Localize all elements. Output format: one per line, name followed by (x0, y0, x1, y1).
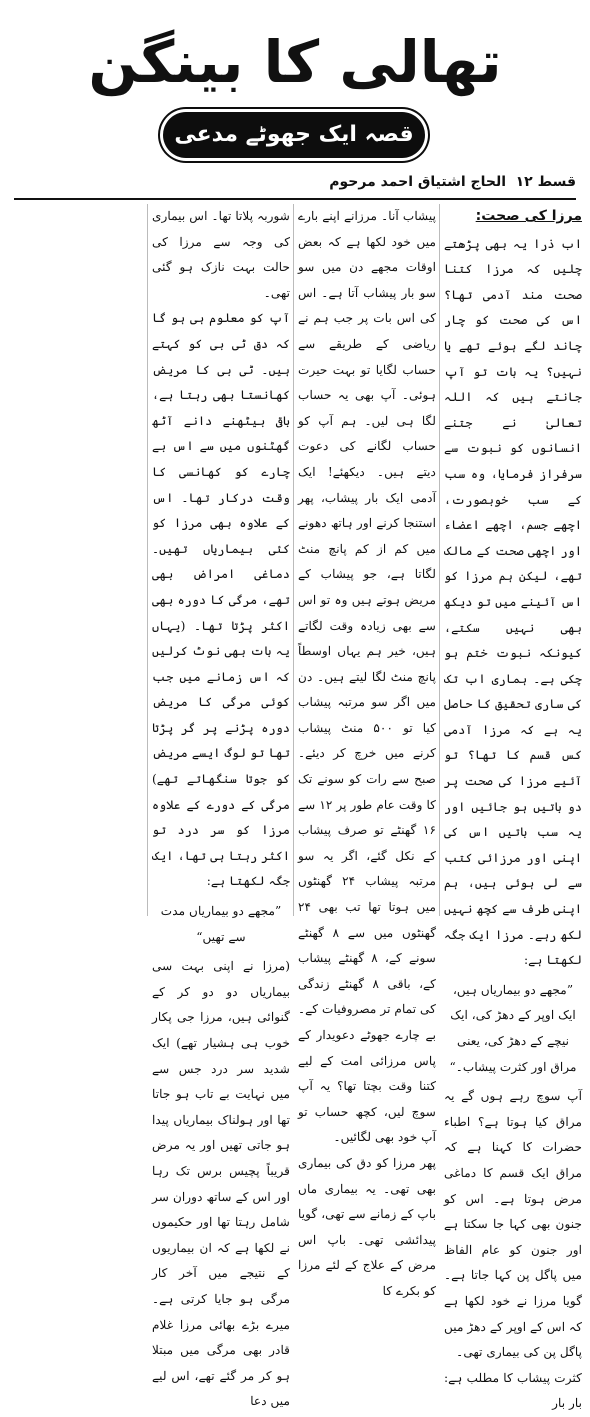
paragraph: (مرزا نے اپنی بہت سی بیماریاں دو دو کر کے گنوائی ہیں، مرزا جی پکار خوب ہی ہشیار تھے) ایک شدید سر درد جس سے میں نہایت بے تاب ہو جاتا تھا اور ہولناک بیماریاں پیدا ہو جاتی تھیں اور یہ مرض قریباً پچیس برس تک رہا اور اس کے ساتھ دوران سر شامل رہتا تھا اور حکیموں نے لکھا ہے کہ ان بیماریوں کے نتیجے میں آخر کار مرگی ہو جایا کرتی ہے۔ میرے بڑے بھائی مرزا غلام قادر بھی مرگی میں مبتلا ہو کر مر گئے تھے، اس لیے میں دعا (152, 959, 290, 1409)
paragraph: آپ سوچ رہے ہوں گے یہ مراق کیا ہوتا ہے؟ اطباء حضرات کا کہنا ہے کہ مراق ایک قسم کا دماغی مرض ہوتا ہے۔ اس کو جنون بھی کہا جا سکتا ہے اور جنون کو عام الفاظ میں پاگل پن کہا جاتا ہے۔ گویا مرزا نے خود لکھا ہے کہ اس کے اوپر کے دھڑ میں پاگل پن کی بیماری تھی۔ (444, 1089, 582, 1360)
paragraph: پھر مرزا کو دق کی بیماری بھی تھی۔ یہ بیماری ماں باپ کے زمانے سے تھی، گویا پیدائشی تھی۔ باپ اس مرض کے علاج کے لئے مرزا کو بکرے کا (298, 1155, 436, 1298)
quotation: ”مجھے دو بیماریاں مدت سے تھیں“ (160, 904, 282, 944)
episode-number: قسط ۱۲ (515, 174, 576, 190)
article-title: تھالی کا بینگن (88, 28, 502, 96)
column-divider (439, 204, 440, 916)
column-3 (152, 204, 290, 1409)
paragraph: آپ کو معلوم ہی ہو گا کہ دق ٹی بی کو کہتے ہیں۔ ٹی بی کا مریض کھانستا بھی رہتا ہے، باقی بیٹھنے دانے آٹھ گھٹنوں میں سے اس بے چارے کو کھانسی کا وقت درکار تھا۔ اس کے علاوہ بھی مرزا کو کئی بیماریاں تھیں۔ دماغی امراض بھی تھے، مرگی کا دورہ بھی اکثر پڑتا تھا۔ (یہاں یہ بات بھی نوٹ کرلیں کہ اس زمانے میں جب کوئی مرگی کا مریض دورہ پڑنے پر گر پڑتا تھا تو لوگ ایسے مریض کو جوتا سنگھاتے تھے) مرگی کے دورے کے علاوہ مرزا کو سر درد تو اکثر رہتا ہی تھا، ایک جگہ لکھتا ہے: (152, 311, 290, 889)
byline (14, 172, 576, 200)
paragraph: کثرت پیشاب کا مطلب ہے: بار بار (444, 1370, 582, 1411)
section-heading: مرزا کی صحت: (475, 208, 582, 224)
article-body (10, 204, 582, 1411)
article-subtitle: قصہ ایک جھوٹے مدعی نبوت کا (163, 112, 425, 158)
author-name: الحاج اشتیاق احمد مرحوم (329, 174, 506, 190)
paragraph: شوربہ پلاتا تھا۔ اس بیماری کی وجہ سے مرزا کی حالت بہت نازک ہو گئی تھی۔ (152, 209, 290, 300)
paragraph: اب ذرا یہ بھی پڑھتے چلیں کہ مرزا کتنا صحت مند آدمی تھا؟ اس کی صحت کو چار چاند لگے ہوئے تھے یا نہیں؟ یہ بات تو آپ جانتے ہیں کہ اللہ تعالیٰ نے جتنے انسانوں کو نبوت سے سرفراز فرمایا، وہ سب کے سب خوبصورت، اچھے جسم، اچھے اعضاء اور اچھی صحت کے مالک تھے، لیکن ہم مرزا کو اس آئینے میں تو دیکھ بھی نہیں سکتے، کیونکہ نبوت ختم ہو چکی ہے۔ ہماری اب تک کی ساری تحقیق کا حاصل یہ ہے کہ مرزا آدمی کس قسم کا تھا؟ تو آئیے مرزا کی صحت پر دو باتیں ہو جائیں اور یہ سب باتیں اس کی اپنی اور مرزائی کتب سے لی ہوئی ہیں، ہم اپنی طرف سے کچھ نہیں لکھ رہے۔ مرزا ایک جگہ لکھتا ہے: (444, 236, 582, 968)
masthead (0, 0, 590, 110)
paragraph: پیشاب آنا۔ مرزانے اپنے بارے میں خود لکھا ہے کہ بعض اوقات مجھے دن میں سو سو بار پیشاب آتا ہے۔ اس کی اس بات پر جب ہم نے ریاضی کے طریقے سے حساب لگایا تو بہت حیرت ہوئی۔ آپ بھی یہ حساب لگا ہی لیں۔ ہم آپ کو حساب لگانے کی دعوت دیتے ہیں۔ دیکھئے! ایک آدمی ایک بار پیشاب، پھر استنجا کرنے اور ہاتھ دھونے میں کم از کم پانچ منٹ لگاتا ہے، جو پیشاب کے مریض ہوتے ہیں وہ تو اس سے بھی زیادہ وقت لگاتے ہیں، خیر ہم یہاں اوسطاً پانچ منٹ لگا لیتے ہیں۔ دن میں اگر سو مرتبہ پیشاب کیا تو ۵۰۰ منٹ پیشاب کرنے میں خرچ کر دیئے۔ صبح سے رات کو سونے تک کا وقت عام طور پر ۱۲ سے ۱۶ گھنٹے تو صرف پیشاب کے نکل گئے، اگر یہ سو مرتبہ پیشاب ۲۴ گھنٹوں میں ہوتا تھا تب بھی ۲۴ گھنٹوں میں سے ۸ گھنٹے سونے کے، ۸ گھنٹے پیشاب کے، باقی ۸ گھنٹے زندگی کی تمام تر مصروفیات کے۔ بے چارے جھوٹے دعویدار کے پاس مرزائی امت کے لیے کتنا وقت بچتا تھا؟ یہ آپ سوچ لیں، کچھ حساب تو آپ خود بھی لگائیں۔ (298, 209, 437, 1145)
column-divider (147, 204, 148, 916)
column-divider (293, 204, 294, 916)
column-1 (444, 204, 582, 1411)
quotation: ”مجھے دو بیماریاں ہیں، ایک اوپر کے دھڑ کی، ایک نیچے کے دھڑ کی، یعنی مراق اور کثرت پیشاب۔“ (449, 982, 577, 1074)
column-2 (298, 204, 437, 1298)
